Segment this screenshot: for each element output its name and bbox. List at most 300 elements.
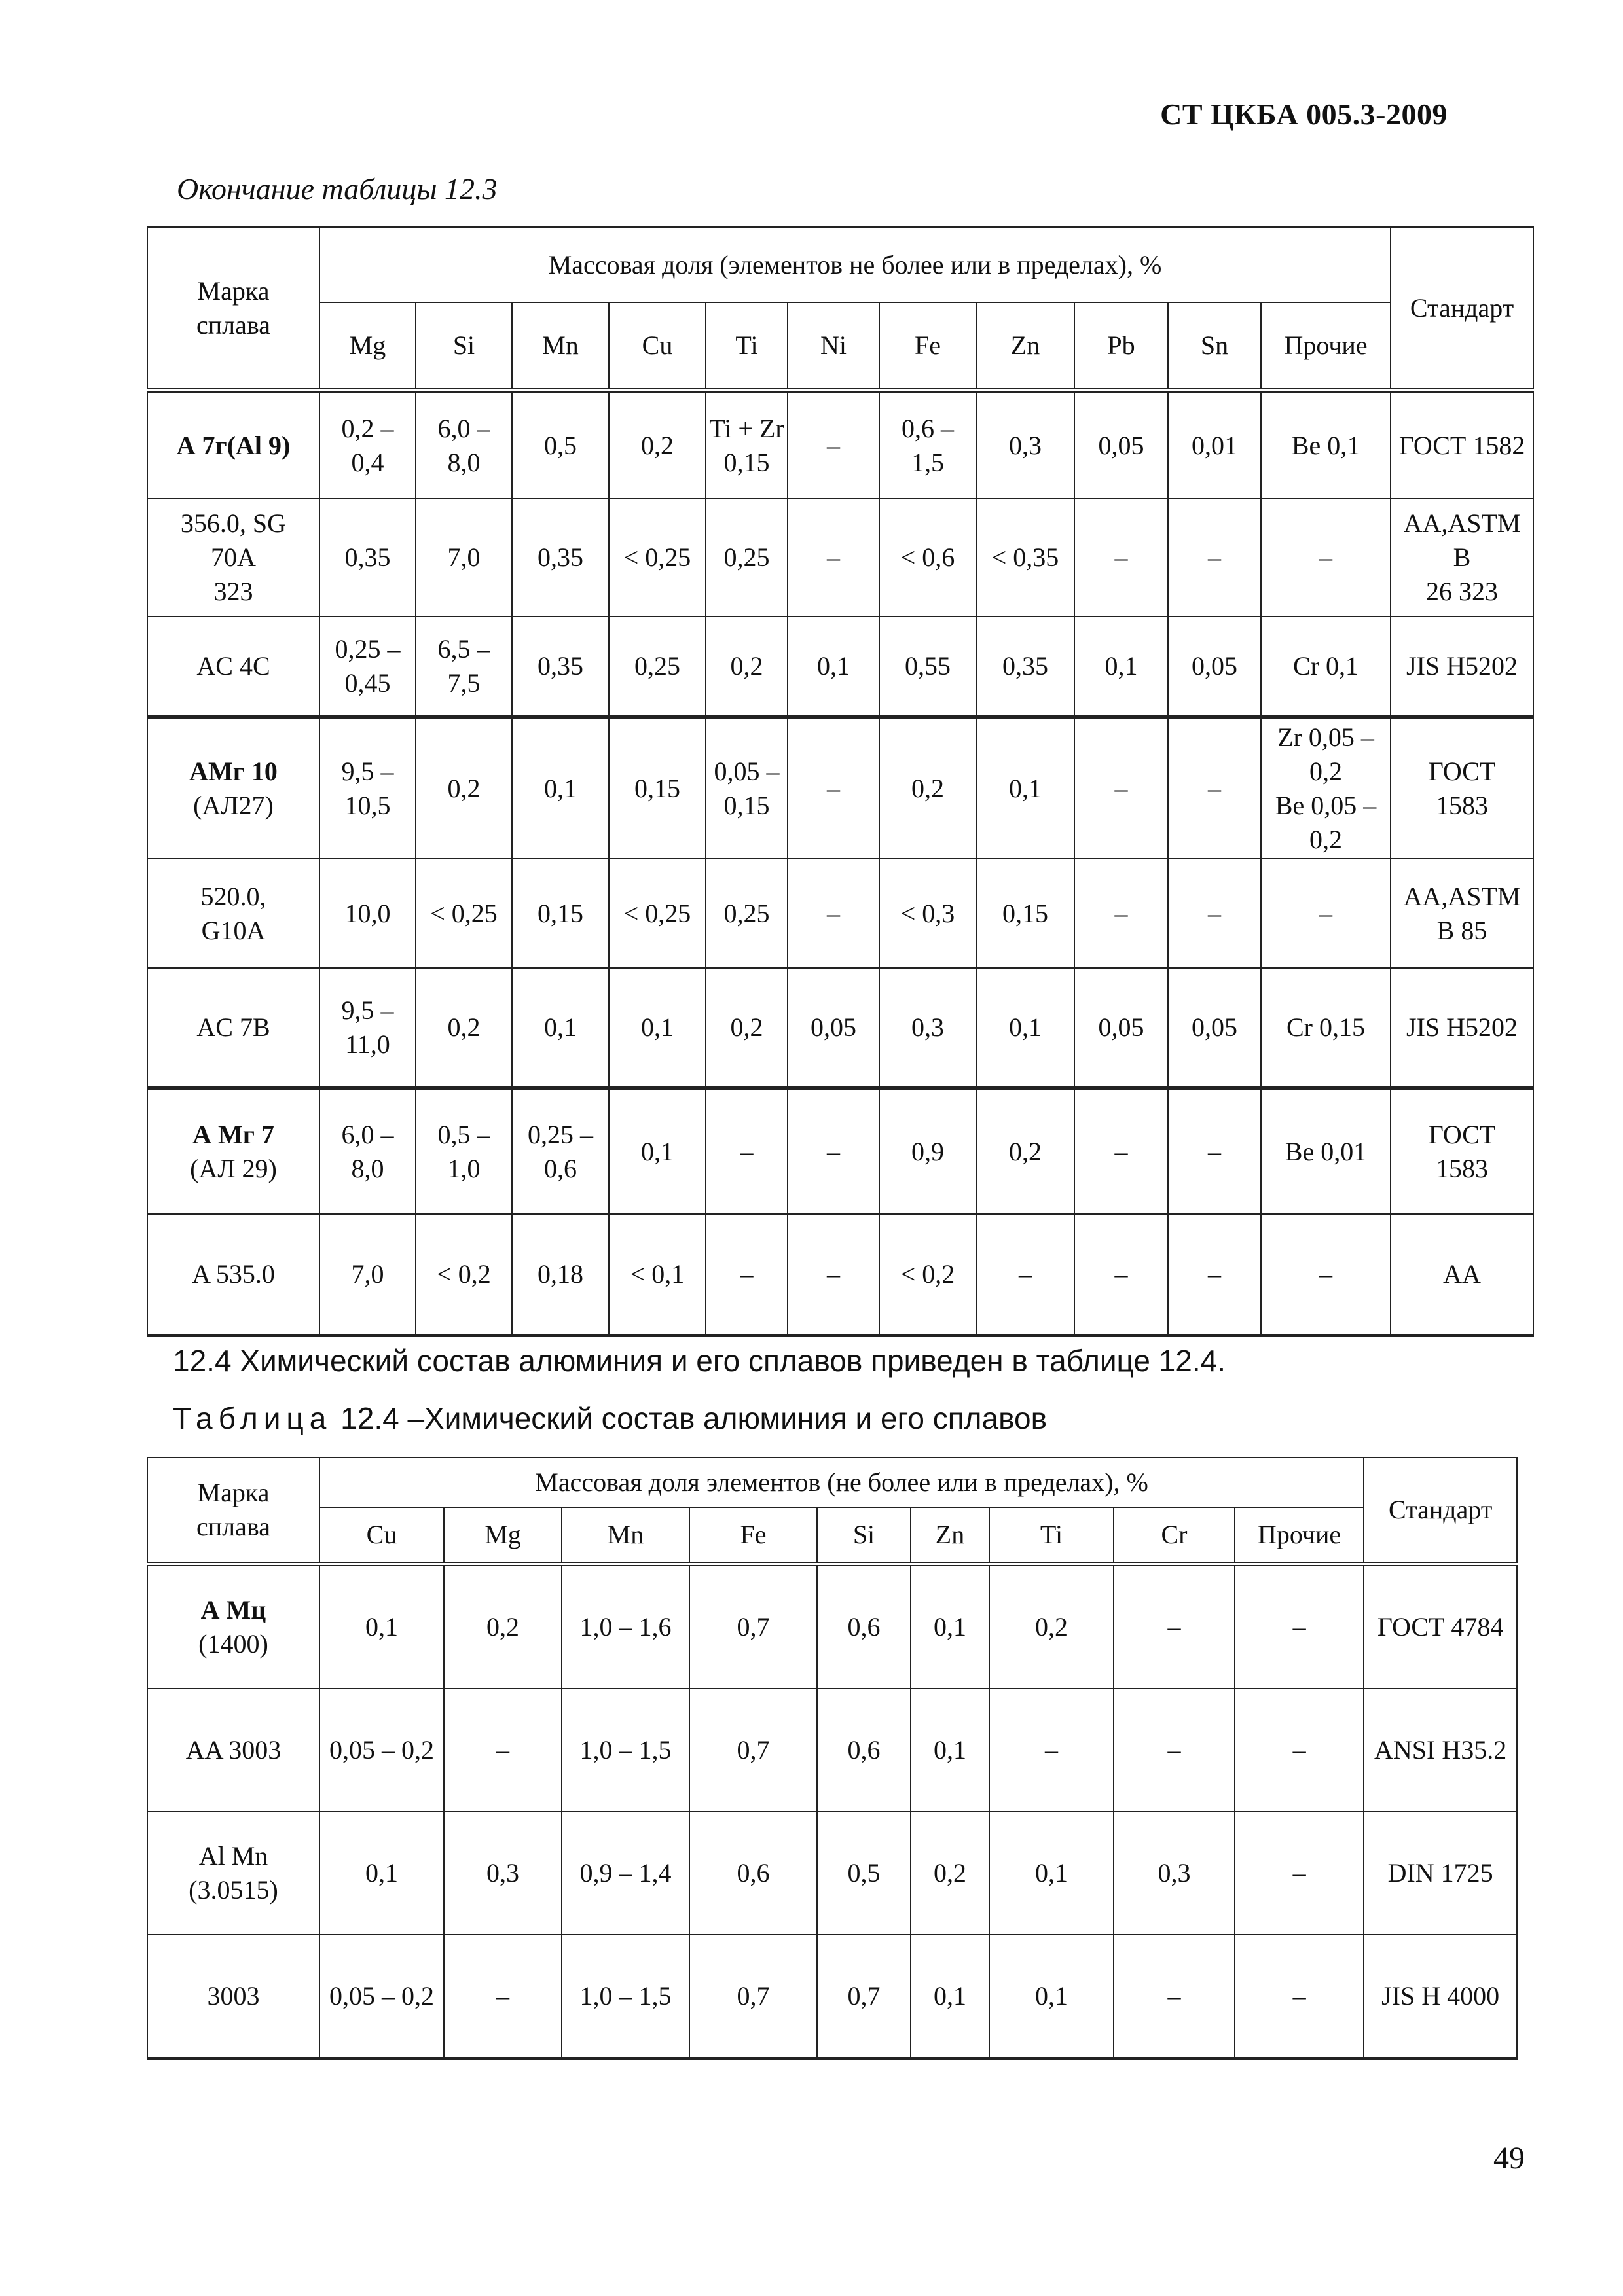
value-cell-line: –: [1167, 1735, 1181, 1765]
value-cell-line: 0,7: [847, 1981, 881, 2011]
value-cell-line: –: [1114, 543, 1128, 572]
value-cell: [706, 717, 788, 859]
value-cell-line: 0,15: [538, 898, 583, 928]
value-cell-line: 0,1: [1009, 1013, 1042, 1042]
value-cell-line: 6,5 –: [437, 634, 490, 664]
value-cell-line: 7,0: [447, 543, 481, 572]
value-cell-line: 0,25 –: [335, 634, 401, 664]
alloy-brand-line: A 535.0: [192, 1259, 275, 1289]
value-cell: [609, 617, 706, 717]
value-cell-line: –: [1208, 898, 1221, 928]
value-cell: [319, 391, 416, 499]
value-cell-line: 0,2: [730, 651, 763, 681]
value-cell-line: 8,0: [351, 1154, 384, 1183]
alloy-brand-line: 3003: [207, 1981, 260, 2011]
header-row: [147, 1458, 1517, 1507]
table-row: [147, 1689, 1517, 1812]
value-cell-line: 0,2: [1309, 756, 1342, 786]
value-cell: [416, 717, 512, 859]
header-element: [1168, 302, 1261, 391]
value-cell: [512, 1088, 609, 1214]
value-cell-line: 9,5 –: [341, 756, 394, 786]
value-cell: [976, 1214, 1074, 1336]
value-cell: [706, 1088, 788, 1214]
standard-cell-line: JIS H5202: [1406, 651, 1518, 681]
standard-cell-line: ГОСТ: [1428, 1120, 1496, 1149]
value-cell-line: 0,1: [641, 1137, 674, 1166]
value-cell: [416, 617, 512, 717]
value-cell: [989, 1812, 1114, 1935]
value-cell-line: 0,3: [1158, 1858, 1191, 1888]
value-cell-line: –: [1208, 1137, 1221, 1166]
paragraph-12-4: 12.4 Химический состав алюминия и его сплавов приведен в таблице 12.4.: [173, 1344, 1226, 1378]
table-row: [147, 859, 1533, 968]
alloy-brand-line: А Мц: [200, 1595, 266, 1624]
value-cell: [706, 1214, 788, 1336]
value-cell: [319, 859, 416, 968]
value-cell-line: Be 0,05 –: [1275, 790, 1377, 820]
standard-cell: [1391, 1088, 1533, 1214]
value-cell-line: 0,05: [1192, 651, 1237, 681]
value-cell-line: < 0,2: [900, 1259, 955, 1289]
alloy-brand-line: А 7г(Al 9): [176, 430, 291, 460]
header-brand-line: сплава: [196, 1512, 270, 1541]
value-cell-line: 0,6 –: [902, 413, 954, 443]
value-cell-line: 0,6: [847, 1612, 881, 1641]
value-cell: [416, 499, 512, 617]
value-cell-line: 0,1: [1035, 1981, 1068, 2011]
value-cell: [706, 499, 788, 617]
alloy-brand: [147, 1812, 319, 1935]
header-brand-line: Марка: [197, 276, 270, 306]
standard-cell: [1364, 1564, 1517, 1689]
value-cell: [1074, 859, 1168, 968]
table-row: [147, 717, 1533, 859]
value-cell-line: 6,0 –: [341, 1120, 394, 1149]
value-cell: [416, 859, 512, 968]
header-element: [512, 302, 609, 391]
value-cell-line: 0,9 – 1,4: [579, 1858, 672, 1888]
value-cell-line: 0,35: [1002, 651, 1048, 681]
value-cell: [512, 617, 609, 717]
standard-cell-line: AA,ASTM B: [1403, 509, 1521, 572]
value-cell: [1114, 1935, 1235, 2059]
value-cell: [817, 1564, 911, 1689]
value-cell: [1074, 391, 1168, 499]
value-cell: [976, 391, 1074, 499]
header-element: [1235, 1507, 1364, 1564]
value-cell: [319, 1214, 416, 1336]
value-cell-line: –: [827, 543, 840, 572]
value-cell-line: 0,2: [447, 773, 481, 803]
alloy-brand: [147, 617, 319, 717]
header-element-line: Pb: [1107, 331, 1135, 360]
value-cell: [1074, 1214, 1168, 1336]
alloy-brand-line: G10A: [201, 915, 266, 945]
value-cell-line: –: [1208, 1259, 1221, 1289]
value-cell: [319, 968, 416, 1088]
value-cell-line: –: [740, 1137, 754, 1166]
value-cell-line: 0,5 –: [437, 1120, 490, 1149]
alloy-brand: [147, 1564, 319, 1689]
value-cell: [319, 717, 416, 859]
value-cell: [1261, 968, 1391, 1088]
value-cell-line: 0,1: [544, 1013, 577, 1042]
value-cell-line: 0,05 –: [714, 756, 780, 786]
table-row: [147, 1088, 1533, 1214]
value-cell: [444, 1812, 562, 1935]
value-cell-line: –: [827, 773, 840, 803]
standard-cell: [1391, 499, 1533, 617]
value-cell: [911, 1812, 989, 1935]
value-cell-line: 0,1: [934, 1735, 966, 1765]
standard-cell-line: B 85: [1436, 915, 1487, 945]
header-element-line: Sn: [1200, 331, 1229, 360]
value-cell: [1074, 717, 1168, 859]
standard-cell: [1391, 391, 1533, 499]
value-cell: [989, 1689, 1114, 1812]
value-cell-line: –: [1208, 543, 1221, 572]
value-cell: [976, 617, 1074, 717]
alloy-brand-line: А Мг 7: [192, 1120, 274, 1149]
standard-cell: [1391, 968, 1533, 1088]
value-cell-line: 0,6: [847, 1735, 881, 1765]
value-cell-line: –: [827, 1137, 840, 1166]
standard-cell-line: AA: [1443, 1259, 1481, 1289]
value-cell-line: 0,1: [1104, 651, 1138, 681]
value-cell-line: 6,0 –: [437, 413, 490, 443]
value-cell-line: Be 0,01: [1285, 1137, 1367, 1166]
value-cell: [706, 968, 788, 1088]
alloy-brand-old: (1400): [198, 1629, 268, 1659]
value-cell: [319, 499, 416, 617]
header-element-line: Mg: [349, 331, 386, 360]
value-cell: [1235, 1812, 1364, 1935]
value-cell: [976, 859, 1074, 968]
value-cell: [911, 1689, 989, 1812]
value-cell: [1235, 1689, 1364, 1812]
value-cell-line: 0,25 –: [528, 1120, 593, 1149]
value-cell-line: 0,25: [723, 898, 770, 928]
header-element: [319, 1507, 444, 1564]
header-element: [689, 1507, 817, 1564]
value-cell: [562, 1935, 689, 2059]
value-cell-line: 0,3: [911, 1013, 944, 1042]
alloy-brand-line: 323: [213, 577, 253, 606]
header-element: [609, 302, 706, 391]
value-cell: [788, 717, 879, 859]
header-element-line: Mn: [607, 1520, 644, 1549]
alloy-brand: [147, 1214, 319, 1336]
value-cell-line: –: [827, 898, 840, 928]
alloy-brand-line: АМг 10: [189, 756, 278, 786]
header-elements-row: [147, 302, 1533, 391]
value-cell: [319, 617, 416, 717]
alloy-brand-line: 70A: [211, 543, 256, 572]
alloy-brand-line: 356.0, SG: [180, 509, 287, 538]
value-cell-line: < 0,6: [900, 543, 955, 572]
standard-cell-line: JIS H5202: [1406, 1013, 1518, 1042]
value-cell: [976, 968, 1074, 1088]
value-cell-line: 0,15: [1002, 898, 1048, 928]
value-cell-line: 0,15: [723, 447, 770, 477]
header-standard: [1391, 227, 1533, 391]
value-cell: [788, 617, 879, 717]
value-cell: [817, 1935, 911, 2059]
value-cell-line: 0,25: [634, 651, 680, 681]
value-cell-line: 0,05 – 0,2: [329, 1735, 434, 1765]
value-cell: [788, 968, 879, 1088]
value-cell-line: 8,0: [447, 447, 481, 477]
value-cell-line: 0,15: [723, 790, 770, 820]
value-cell: [788, 499, 879, 617]
value-cell: [319, 1935, 444, 2059]
value-cell-line: –: [1019, 1259, 1032, 1289]
value-cell: [1114, 1812, 1235, 1935]
value-cell-line: 0,4: [351, 447, 384, 477]
value-cell: [879, 391, 976, 499]
table-row: [147, 1214, 1533, 1336]
value-cell-line: 0,1: [544, 773, 577, 803]
header-element-line: Si: [852, 1520, 875, 1549]
value-cell-line: < 0,1: [630, 1259, 685, 1289]
header-element: [444, 1507, 562, 1564]
value-cell-line: 0,05: [1098, 1013, 1144, 1042]
value-cell: [1261, 1088, 1391, 1214]
standard-cell: [1364, 1689, 1517, 1812]
value-cell-line: 0,3: [486, 1858, 519, 1888]
value-cell: [788, 859, 879, 968]
alloy-brand-line: Al Mn: [198, 1841, 268, 1871]
alloy-brand: [147, 1088, 319, 1214]
value-cell: [609, 1214, 706, 1336]
value-cell: [788, 391, 879, 499]
header-element: [1114, 1507, 1235, 1564]
value-cell-line: –: [1319, 543, 1332, 572]
value-cell: [512, 859, 609, 968]
value-cell-line: Be 0,1: [1291, 430, 1360, 460]
standard-cell: [1364, 1935, 1517, 2059]
alloy-brand-line: 520.0,: [200, 881, 266, 911]
value-cell-line: 0,1: [365, 1612, 398, 1641]
value-cell: [1114, 1689, 1235, 1812]
value-cell-line: 1,0 – 1,5: [579, 1981, 672, 2011]
standard-cell-line: JIS H 4000: [1381, 1981, 1500, 2011]
value-cell: [609, 499, 706, 617]
value-cell: [1074, 1088, 1168, 1214]
value-cell: [562, 1564, 689, 1689]
header-brand: [147, 1458, 319, 1564]
value-cell: [609, 859, 706, 968]
header-standard-line: Стандарт: [1388, 1495, 1493, 1524]
table-continuation-caption: Окончание таблицы 12.3: [177, 172, 498, 206]
value-cell-line: < 0,25: [623, 898, 691, 928]
value-cell-line: Cr 0,15: [1286, 1013, 1365, 1042]
header-element-line: Cr: [1161, 1520, 1188, 1549]
alloy-brand: [147, 1935, 319, 2059]
header-element: [416, 302, 512, 391]
standard-cell: [1364, 1812, 1517, 1935]
value-cell: [689, 1812, 817, 1935]
value-cell: [879, 1088, 976, 1214]
document-code: СТ ЦКБА 005.3-2009: [1160, 98, 1448, 131]
value-cell: [1261, 499, 1391, 617]
value-cell: [1168, 617, 1261, 717]
header-mass-fraction: [319, 227, 1391, 302]
header-mass-fraction-line: Массовая доля элементов (не более или в пределах), %: [535, 1467, 1148, 1497]
value-cell-line: < 0,25: [430, 898, 498, 928]
value-cell-line: 0,7: [737, 1981, 770, 2011]
value-cell-line: –: [827, 1259, 840, 1289]
value-cell: [1168, 968, 1261, 1088]
value-cell-line: –: [1167, 1981, 1181, 2011]
value-cell-line: Ti + Zr: [709, 413, 784, 443]
value-cell-line: –: [1114, 898, 1128, 928]
value-cell: [512, 717, 609, 859]
header-elements-row: [147, 1507, 1517, 1564]
value-cell-line: 1,0 – 1,5: [579, 1735, 672, 1765]
value-cell: [911, 1935, 989, 2059]
value-cell: [989, 1935, 1114, 2059]
value-cell-line: 0,1: [817, 651, 850, 681]
table-row: [147, 1812, 1517, 1935]
value-cell-line: 0,1: [1009, 773, 1042, 803]
value-cell: [512, 499, 609, 617]
value-cell-line: 0,05: [811, 1013, 856, 1042]
page-number: 49: [1493, 2141, 1525, 2176]
header-brand-line: Марка: [197, 1478, 270, 1507]
header-element-line: Cu: [366, 1520, 397, 1549]
value-cell-line: 0,55: [905, 651, 951, 681]
alloy-brand-line: (3.0515): [189, 1875, 278, 1905]
value-cell-line: –: [496, 1981, 509, 2011]
alloy-brand: [147, 499, 319, 617]
value-cell-line: 0,3: [1009, 430, 1042, 460]
value-cell-line: < 0,3: [900, 898, 955, 928]
value-cell-line: 0,6: [737, 1858, 770, 1888]
value-cell: [689, 1689, 817, 1812]
table-row: [147, 1564, 1517, 1689]
value-cell: [444, 1564, 562, 1689]
value-cell-line: 1,5: [911, 447, 944, 477]
standard-cell-line: DIN 1725: [1387, 1858, 1493, 1888]
header-element-line: Прочие: [1257, 1520, 1341, 1549]
value-cell-line: 10,0: [344, 898, 391, 928]
value-cell-line: –: [496, 1735, 509, 1765]
value-cell: [689, 1935, 817, 2059]
value-cell: [1261, 617, 1391, 717]
alloy-brand-line: AC 4C: [196, 651, 270, 681]
value-cell-line: 0,01: [1192, 430, 1237, 460]
value-cell-line: 0,2: [934, 1858, 966, 1888]
value-cell-line: 0,1: [934, 1981, 966, 2011]
value-cell-line: < 0,35: [991, 543, 1059, 572]
standard-cell: [1391, 717, 1533, 859]
header-row: [147, 227, 1533, 302]
value-cell-line: 0,35: [344, 543, 391, 572]
alloy-brand: [147, 968, 319, 1088]
value-cell: [1168, 499, 1261, 617]
value-cell: [1168, 717, 1261, 859]
value-cell-line: 0,2: [447, 1013, 481, 1042]
value-cell: [1168, 859, 1261, 968]
header-standard-line: Стандарт: [1410, 293, 1514, 323]
alloy-brand: [147, 1689, 319, 1812]
value-cell: [817, 1689, 911, 1812]
table-row: [147, 1935, 1517, 2059]
header-brand: [147, 227, 319, 391]
value-cell: [1168, 1214, 1261, 1336]
standard-cell-line: ГОСТ 1582: [1398, 430, 1525, 460]
value-cell-line: –: [1045, 1735, 1058, 1765]
table-row: [147, 391, 1533, 499]
alloy-brand: [147, 717, 319, 859]
header-element: [879, 302, 976, 391]
value-cell: [416, 968, 512, 1088]
value-cell-line: 0,1: [934, 1612, 966, 1641]
value-cell-line: Zr 0,05 –: [1277, 722, 1374, 752]
value-cell-line: –: [1292, 1612, 1306, 1641]
value-cell-line: –: [1292, 1735, 1306, 1765]
value-cell-line: 0,7: [737, 1612, 770, 1641]
header-element-line: Zn: [935, 1520, 965, 1549]
header-element: [706, 302, 788, 391]
value-cell: [879, 1214, 976, 1336]
header-element-line: Ti: [1040, 1520, 1063, 1549]
value-cell-line: –: [740, 1259, 754, 1289]
value-cell: [1074, 499, 1168, 617]
header-brand-line: сплава: [196, 310, 270, 340]
value-cell: [416, 1088, 512, 1214]
value-cell-line: –: [827, 430, 840, 460]
alloy-brand-line: AC 7B: [196, 1013, 270, 1042]
value-cell: [319, 1564, 444, 1689]
value-cell: [512, 1214, 609, 1336]
value-cell-line: 0,45: [344, 668, 391, 698]
value-cell-line: 0,1: [365, 1858, 398, 1888]
value-cell: [416, 391, 512, 499]
value-cell-line: 0,2: [486, 1612, 519, 1641]
value-cell: [444, 1935, 562, 2059]
value-cell: [911, 1564, 989, 1689]
table-12-3: [147, 226, 1534, 1337]
value-cell: [689, 1564, 817, 1689]
value-cell-line: < 0,2: [437, 1259, 491, 1289]
value-cell-line: –: [1114, 1137, 1128, 1166]
value-cell: [706, 391, 788, 499]
value-cell: [976, 1088, 1074, 1214]
header-element: [562, 1507, 689, 1564]
header-element: [1261, 302, 1391, 391]
header-element: [817, 1507, 911, 1564]
header-element-line: Mn: [542, 331, 579, 360]
value-cell-line: –: [1319, 1259, 1332, 1289]
value-cell-line: –: [1319, 898, 1332, 928]
standard-cell: [1391, 617, 1533, 717]
value-cell: [609, 968, 706, 1088]
value-cell: [879, 859, 976, 968]
value-cell-line: 7,5: [447, 668, 481, 698]
value-cell: [1235, 1935, 1364, 2059]
value-cell: [706, 617, 788, 717]
table-row: [147, 499, 1533, 617]
header-element-line: Zn: [1010, 331, 1040, 360]
header-element-line: Fe: [915, 331, 941, 360]
alloy-brand: [147, 859, 319, 968]
value-cell-line: –: [1292, 1858, 1306, 1888]
header-element: [319, 302, 416, 391]
value-cell-line: 0,05: [1192, 1013, 1237, 1042]
